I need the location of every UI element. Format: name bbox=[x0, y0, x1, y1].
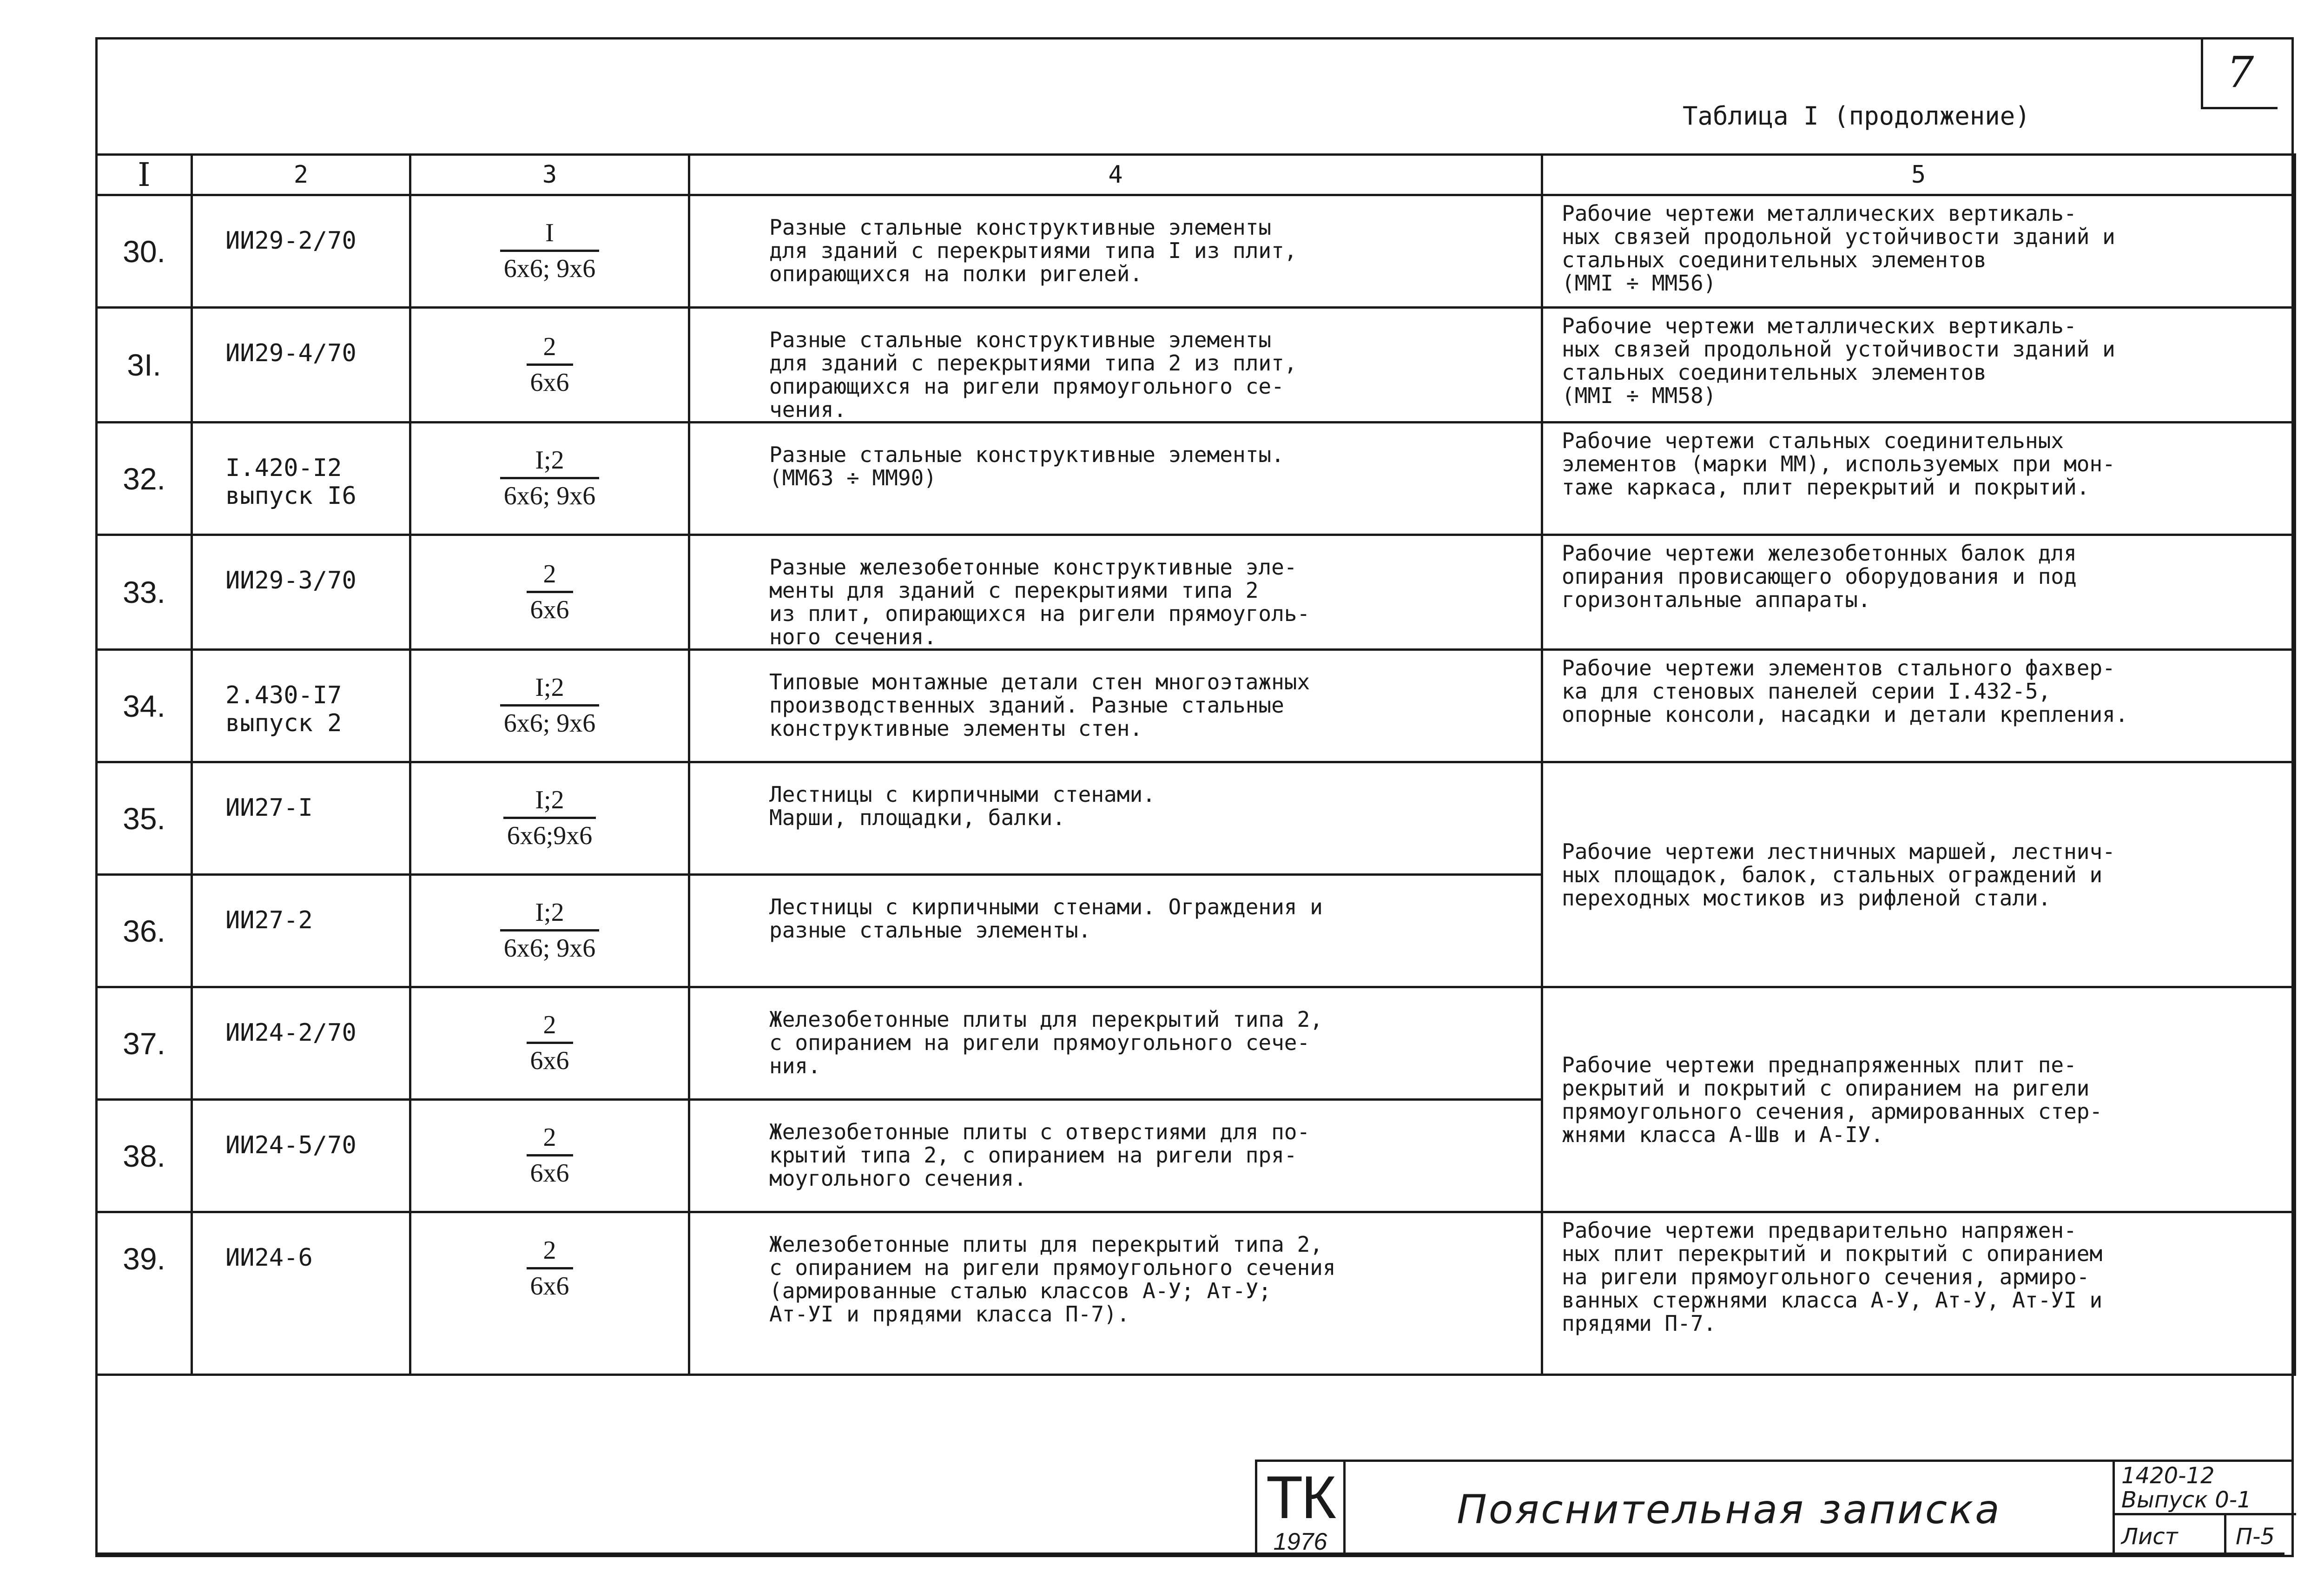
series-code: ИИ27-I bbox=[192, 762, 410, 875]
series-code: I.420-I2 выпуск I6 bbox=[192, 423, 410, 535]
series-code: ИИ24-6 bbox=[192, 1212, 410, 1375]
fraction-bar bbox=[527, 1042, 573, 1044]
row-description: Разные стальные конструктивные элементы. (ММ63 ÷ ММ90) bbox=[689, 423, 1542, 535]
table-row bbox=[97, 987, 2295, 1100]
row-number: 34. bbox=[97, 650, 192, 762]
row-description: Железобетонные плиты с отверстиями для по- крытий типа 2, с опиранием на ригели пря- моугольного сечения. bbox=[689, 1100, 1542, 1212]
row-number: 30. bbox=[97, 195, 192, 308]
fraction-top: 2 bbox=[543, 559, 556, 588]
col-header-5: 5 bbox=[1542, 155, 2295, 195]
series-label bbox=[2115, 1462, 2296, 1515]
sheet-number: 7 bbox=[2226, 47, 2254, 97]
issue-fraction bbox=[410, 195, 689, 308]
table-row bbox=[97, 535, 2295, 650]
fraction-top: 2 bbox=[543, 1236, 556, 1265]
fraction-bottom: 6x6; 9x6 bbox=[503, 482, 596, 510]
org-code: ТК bbox=[1266, 1463, 1335, 1531]
org-mark bbox=[1257, 1462, 1346, 1557]
row-description: Разные железобетонные конструктивные эле- менты для зданий с перекрытиями типа 2 из плит, опирающихся на ригели прямоуголь- ного сечения. bbox=[689, 535, 1542, 650]
issue-fraction bbox=[410, 1212, 689, 1375]
row-number: 39. bbox=[97, 1212, 192, 1375]
row-contents: Рабочие чертежи металлических вертикаль- ных связей продольной устойчивости зданий и стальных соединительных элементов (ММI ÷ ММ58) bbox=[1542, 308, 2295, 423]
table-row bbox=[97, 195, 2295, 308]
issue-fraction bbox=[410, 535, 689, 650]
sheet-label: Лист bbox=[2121, 1524, 2178, 1550]
row-number: 37. bbox=[97, 987, 192, 1100]
fraction-bar bbox=[500, 477, 600, 479]
issue-fraction bbox=[410, 1100, 689, 1212]
row-number: 36. bbox=[97, 875, 192, 987]
row-number: 33. bbox=[97, 535, 192, 650]
row-description: Лестницы с кирпичными стенами. Ограждения и разные стальные элементы. bbox=[689, 875, 1542, 987]
fraction-top: I;2 bbox=[535, 673, 564, 702]
fraction-bar bbox=[527, 1154, 573, 1156]
row-contents: Рабочие чертежи железобетонных балок для опирания провисающего оборудования и под горизонтальные аппараты. bbox=[1542, 535, 2295, 650]
sheet-cell bbox=[2115, 1515, 2296, 1557]
table-row bbox=[97, 650, 2295, 762]
fraction-bottom: 6x6; 9x6 bbox=[503, 709, 596, 738]
row-description: Лестницы с кирпичными стенами. Марши, площадки, балки. bbox=[689, 762, 1542, 875]
fraction-bottom: 6x6; 9x6 bbox=[503, 254, 596, 283]
issue-fraction bbox=[410, 762, 689, 875]
col-header-4: 4 bbox=[689, 155, 1542, 195]
row-description: Типовые монтажные детали стен многоэтажных производственных зданий. Разные стальные конструктивные элементы стен. bbox=[689, 650, 1542, 762]
table-row bbox=[97, 423, 2295, 535]
document-title: Пояснительная записка bbox=[1457, 1486, 2001, 1533]
col-header-1: I bbox=[97, 155, 192, 195]
fraction-top: 2 bbox=[543, 332, 556, 361]
fraction-top: I;2 bbox=[535, 446, 564, 475]
fraction-bar bbox=[527, 363, 573, 366]
fraction-bar bbox=[500, 250, 600, 252]
fraction-top: I bbox=[545, 218, 554, 248]
col-header-3: 3 bbox=[410, 155, 689, 195]
table-caption: Таблица I (продолжение) bbox=[1683, 101, 2030, 131]
table-row bbox=[97, 1212, 2295, 1375]
series-issue-line: Выпуск 0-1 bbox=[2121, 1487, 2251, 1513]
fraction-bottom: 6x6 bbox=[530, 1159, 569, 1188]
fraction-bottom: 6x6; 9x6 bbox=[503, 934, 596, 963]
series-code: ИИ29-4/70 bbox=[192, 308, 410, 423]
col-header-2: 2 bbox=[192, 155, 410, 195]
row-contents: Рабочие чертежи преднапряженных плит пе- рекрытий и покрытий с опиранием на ригели прямоугольного сечения, армированных стер- жнями класса А-Шв и А-IУ. bbox=[1542, 987, 2295, 1212]
fraction-bar bbox=[500, 704, 600, 707]
series-code: ИИ29-2/70 bbox=[192, 195, 410, 308]
series-table bbox=[95, 153, 2296, 1376]
sheet-value: П-5 bbox=[2236, 1524, 2275, 1550]
issue-fraction bbox=[410, 308, 689, 423]
row-description: Разные стальные конструктивные элементы для зданий с перекрытиями типа 2 из плит, опирающихся на ригели прямоугольного се- чения. bbox=[689, 308, 1542, 423]
row-number: 3I. bbox=[97, 308, 192, 423]
series-code: ИИ27-2 bbox=[192, 875, 410, 987]
issue-fraction bbox=[410, 987, 689, 1100]
row-contents: Рабочие чертежи элементов стального фахвер- ка для стеновых панелей серии I.432-5, опорные консоли, насадки и детали крепления. bbox=[1542, 650, 2295, 762]
row-description: Железобетонные плиты для перекрытий типа 2, с опиранием на ригели прямоугольного сечения (армированные сталью классов А-У; Ат-У; Ат-УI и прядями класса П-7). bbox=[689, 1212, 1542, 1375]
row-number: 38. bbox=[97, 1100, 192, 1212]
fraction-bottom: 6x6 bbox=[530, 368, 569, 397]
series-code: ИИ24-2/70 bbox=[192, 987, 410, 1100]
row-contents: Рабочие чертежи металлических вертикаль- ных связей продольной устойчивости зданий и стальных соединительных элементов (ММI ÷ ММ56) bbox=[1542, 195, 2295, 308]
row-contents: Рабочие чертежи предварительно напряжен- ных плит перекрытий и покрытий с опиранием на ригели прямоугольного сечения, армиро- ванных стержнями класса А-У, Ат-У, Ат-УI и прядями П-7. bbox=[1542, 1212, 2295, 1375]
sheet-divider bbox=[2224, 1515, 2226, 1557]
fraction-top: 2 bbox=[543, 1011, 556, 1040]
fraction-top: I;2 bbox=[535, 898, 564, 927]
series-code: ИИ24-5/70 bbox=[192, 1100, 410, 1212]
series-code-line: 1420-12 bbox=[2121, 1463, 2215, 1489]
fraction-bottom: 6x6;9x6 bbox=[507, 821, 593, 850]
series-block bbox=[2113, 1462, 2296, 1557]
series-code: ИИ29-3/70 bbox=[192, 535, 410, 650]
row-contents: Рабочие чертежи лестничных маршей, лестнич- ных площадок, балок, стальных ограждений и переходных мостиков из рифленой стали. bbox=[1542, 762, 2295, 987]
series-code: 2.430-I7 выпуск 2 bbox=[192, 650, 410, 762]
row-description: Железобетонные плиты для перекрытий типа 2, с опиранием на ригели прямоугольного сече- ния. bbox=[689, 987, 1542, 1100]
issue-fraction bbox=[410, 423, 689, 535]
title-block bbox=[1255, 1460, 2294, 1557]
issue-fraction bbox=[410, 875, 689, 987]
row-description: Разные стальные конструктивные элементы для зданий с перекрытиями типа I из плит, опирающихся на полки ригелей. bbox=[689, 195, 1542, 308]
row-number: 32. bbox=[97, 423, 192, 535]
fraction-bar bbox=[503, 817, 596, 819]
row-number: 35. bbox=[97, 762, 192, 875]
row-contents: Рабочие чертежи стальных соединительных элементов (марки ММ), используемых при мон- таже каркаса, плит перекрытий и покрытий. bbox=[1542, 423, 2295, 535]
org-year: 1976 bbox=[1273, 1528, 1327, 1555]
fraction-bar bbox=[527, 591, 573, 593]
fraction-bar bbox=[500, 929, 600, 931]
fraction-top: I;2 bbox=[535, 786, 564, 815]
issue-fraction bbox=[410, 650, 689, 762]
fraction-bottom: 6x6 bbox=[530, 595, 569, 624]
sheet-number-box bbox=[2201, 37, 2278, 109]
fraction-bottom: 6x6 bbox=[530, 1046, 569, 1075]
fraction-top: 2 bbox=[543, 1123, 556, 1152]
fraction-bottom: 6x6 bbox=[530, 1271, 569, 1301]
fraction-bar bbox=[527, 1267, 573, 1269]
table-row bbox=[97, 762, 2295, 875]
table-header-row bbox=[97, 155, 2295, 195]
table-row bbox=[97, 308, 2295, 423]
